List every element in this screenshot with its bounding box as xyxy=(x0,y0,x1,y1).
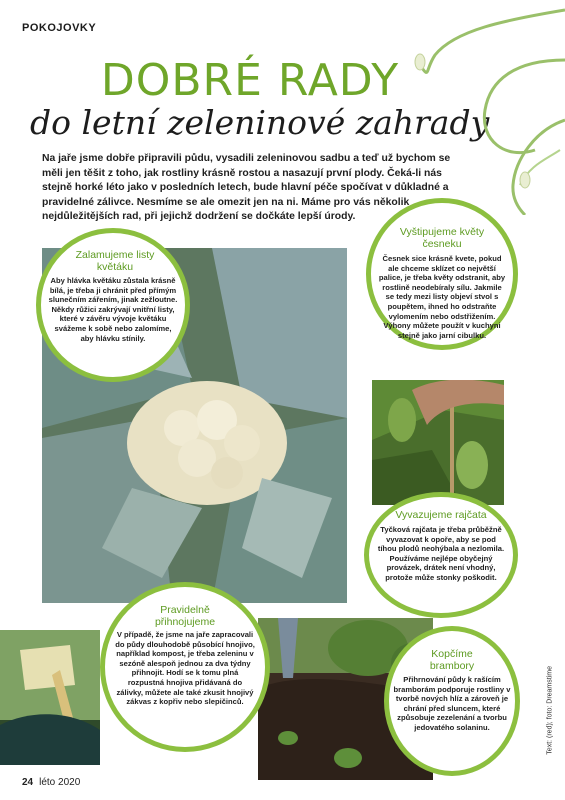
page-folio xyxy=(22,777,80,788)
tip-text-garlic: Česnek sice krásně kvete, pokud ale chceme sklízet co největší palice, je třeba květy odstranit, aby rostlině neodebíraly sílu. Jakmile se tedy mezi listy objeví stvol s poupětem, ihned ho odstraňte vylomením nebo odstřižením. Výhony můžete použít v kuchyni stejně jako jarní cibulku. xyxy=(378,254,506,340)
tip-text-fertilizing: V případě, že jsme na jaře zapracovali do půdy dlouhodobě působící hnojivo, například kompost, je třeba zeleninu v sezóně alespoň jednou za dva týdny přihnojit. Hodí se k tomu plná rozpustná hnojiva přidávaná do zálivky, můžete ale také zkusit hnojivý zákvas z kopřiv nebo slepičinců. xyxy=(115,630,255,707)
tomato-tying-photo xyxy=(372,380,504,505)
photo-credit: Text: (red); foto: Dreamstime xyxy=(547,666,554,755)
tip-text-potatoes: Přihrnování půdy k rašícím bramborám podporuje rostliny v tvorbě nových hlíz a zároveň je chrání před sluncem, které způsobuje zezelenání a tvorbu jedovatého solaninu. xyxy=(393,675,511,732)
article-subtitle: do letní zeleninové zahrady xyxy=(30,103,490,142)
tip-title-tomatoes: Vyvazujeme rajčata xyxy=(395,509,487,521)
intro-paragraph: Na jaře jsme dobře připravili půdu, vysadili zeleninovou sadbu a teď už bychom se měli jen těšit z toho, jak rostliny krásně rostou a nasazují první plody. Čeká-li nás stejně horké léto jako v posledních letech, bude hlavní péče spočívat v důkladné a pravidelné zálivce. Nesmíme se ale omezit jen na ni. Máme pro vás několik nejdůležitějších rad, při jejichž dodržení se dočkáte lepší úrody. xyxy=(42,153,451,223)
tip-title-fertilizing: Pravidelně přihnojujeme xyxy=(154,604,216,628)
tip-title-garlic: Vyštipujeme květy česneku xyxy=(399,226,485,250)
tip-title-cauliflower: Zalamujeme listy květáku xyxy=(75,249,155,273)
page-number: 24 xyxy=(22,777,34,788)
tip-title-potatoes: Kopčíme brambory xyxy=(429,648,475,672)
issue-label: léto 2020 xyxy=(39,777,81,788)
section-label: POKOJOVKY xyxy=(22,22,97,34)
article-title: DOBRÉ RADY xyxy=(100,55,400,106)
tip-text-cauliflower: Aby hlávka květáku zůstala krásně bílá, je třeba ji chránit před přímým slunečním zářením, jinak zežloutne. Někdy růžici zakrývají vnitřní listy, které v závěru vývoje květáku svážeme k sobě nebo zalomíme, aby hlávku stínily. xyxy=(48,276,178,343)
tip-text-tomatoes: Tyčková rajčata je třeba průběžně vyvazovat k opoře, aby se pod tíhou plodů neohýbala a nezlomila. Používáme nejlépe obyčejný provázek, drátek není vhodný, protože může stonky poškodit. xyxy=(377,525,505,582)
fertilizing-photo xyxy=(0,630,100,765)
